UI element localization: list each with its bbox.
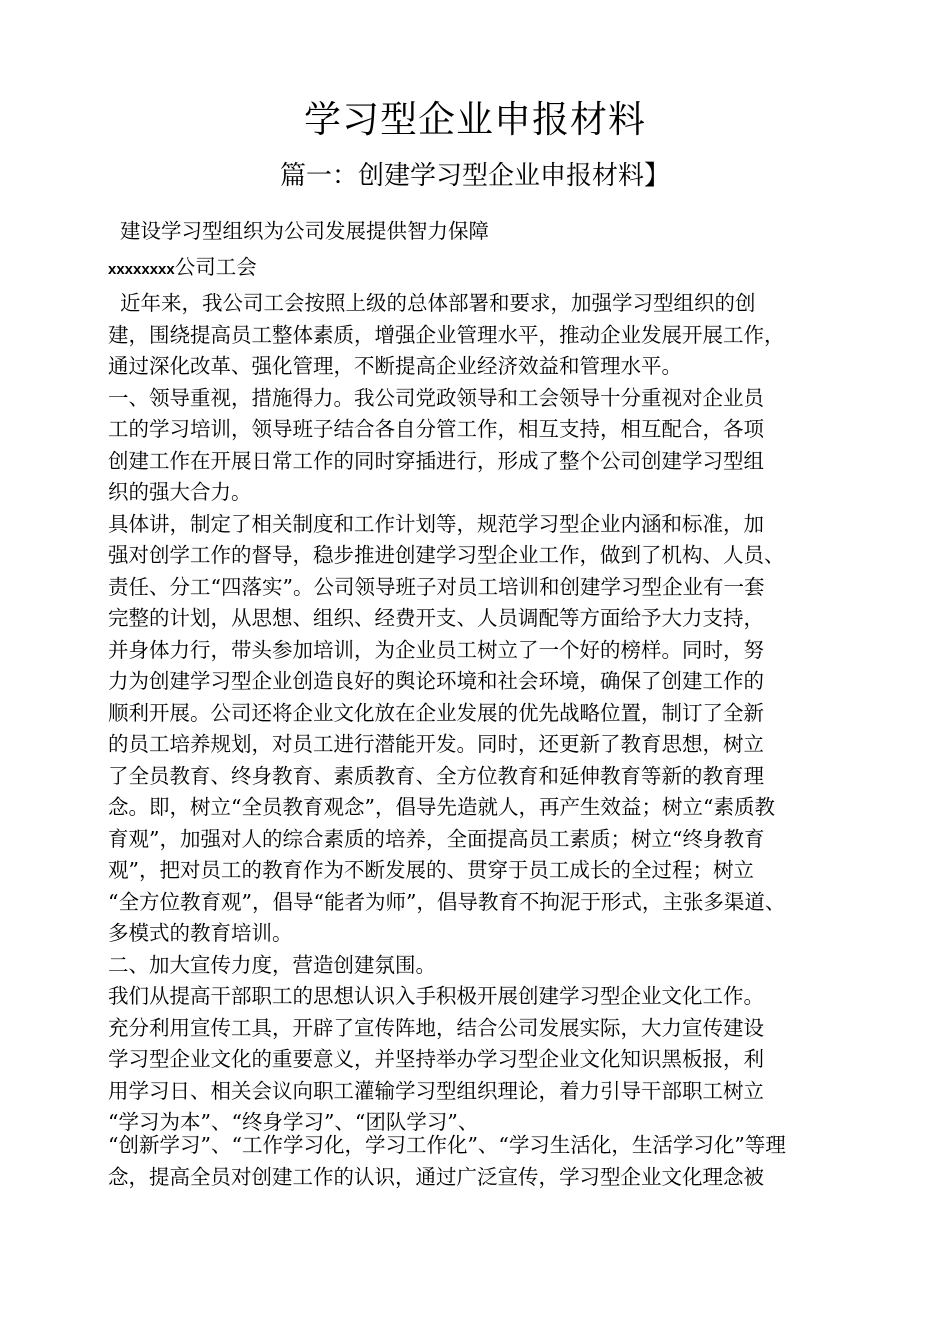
- body-line: “全方位教育观”，倡导“能者为师”，倡导教育不拘泥于形式，主张多渠道、: [108, 889, 786, 914]
- body-line: 近年来，我公司工会按照上级的总体部署和要求，加强学习型组织的创: [120, 291, 756, 315]
- body-line: 责任、分工“四落实”。公司领导班子对员工培训和创建学习型企业有一套: [108, 574, 765, 599]
- body-line: 念，提高全员对创建工作的认识，通过广泛宣传，学习型企业文化理念被: [108, 1164, 764, 1189]
- body-line: 完整的计划，从思想、组织、经费开支、人员调配等方面给予大力支持，: [108, 606, 764, 630]
- document-subtitle: 篇一：创建学习型企业申报材料】: [279, 161, 670, 191]
- body-line: 通过深化改革、强化管理，不断提高企业经济效益和管理水平。: [108, 354, 682, 378]
- body-line: 多模式的教育培训。: [108, 921, 293, 945]
- section-heading: 建设学习型组织为公司发展提供智力保障: [120, 219, 489, 243]
- body-line: 力为创建学习型企业创造良好的舆论环境和社会环境，确保了创建工作的: [108, 669, 764, 693]
- body-line: 并身体力行，带头参加培训，为企业员工树立了一个好的榜样。同时，努: [108, 637, 764, 662]
- body-paragraphs: [108, 288, 868, 1139]
- organization-prefix: xxxxxxxx: [108, 261, 175, 278]
- body-line: 具体讲，制定了相关制度和工作计划等，规范学习型企业内涵和标准，加: [108, 511, 764, 536]
- body-line: 观”，把对员工的教育作为不断发展的、贯穿于员工成长的全过程；树立: [108, 858, 754, 882]
- body-line: 念。即，树立“全员教育观念”，倡导先造就人，再产生效益；树立“素质教: [108, 795, 775, 819]
- body-line: 工的学习培训，领导班子结合各自分管工作，相互支持，相互配合，各项: [108, 417, 764, 441]
- body-line: 建，围绕提高员工整体素质，增强企业管理水平，推动企业发展开展工作，: [108, 322, 785, 347]
- body-line: “学习为本”、“终身学习”、“团队学习”、: [108, 1110, 479, 1134]
- body-line: 充分利用宣传工具，开辟了宣传阵地，结合公司发展实际，大力宣传建设: [108, 1015, 764, 1040]
- body-line: “创新学习”、“工作学习化，学习工作化”、“学习生活化，生活学习化”等理: [108, 1133, 786, 1157]
- organization-name: [108, 252, 868, 286]
- body-line: 强对创学工作的督导，稳步推进创建学习型企业工作，做到了机构、人员、: [108, 543, 785, 567]
- body-line: 创建工作在开展日常工作的同时穿插进行，形成了整个公司创建学习型组: [108, 448, 764, 473]
- document-title: 学习型企业申报材料: [304, 98, 646, 141]
- organization-suffix: 公司工会: [174, 255, 257, 279]
- body-line: 一、领导重视，措施得力。我公司党政领导和工会领导十分重视对企业员: [108, 385, 764, 410]
- body-line: 织的强大合力。: [108, 480, 252, 504]
- body-line: 顺利开展。公司还将企业文化放在企业发展的优先战略位置，制订了全新: [108, 700, 764, 725]
- body-line: 学习型企业文化的重要意义，并坚持举办学习型企业文化知识黑板报，利: [108, 1047, 764, 1071]
- body-line: 的员工培养规划，对员工进行潜能开发。同时，还更新了教育思想，树立: [108, 732, 764, 756]
- body-line: 了全员教育、终身教育、素质教育、全方位教育和延伸教育等新的教育理: [108, 763, 764, 788]
- body-line: 二、加大宣传力度，营造创建氛围。: [108, 952, 436, 977]
- body-line: 我们从提高干部职工的思想认识入手积极开展创建学习型企业文化工作。: [108, 984, 764, 1008]
- body-continuation: [108, 1130, 868, 1193]
- body-line: 育观”，加强对人的综合素质的培养，全面提高员工素质；树立“终身教育: [108, 826, 765, 851]
- body-line: 用学习日、相关会议向职工灌输学习型组织理论，着力引导干部职工树立: [108, 1078, 764, 1103]
